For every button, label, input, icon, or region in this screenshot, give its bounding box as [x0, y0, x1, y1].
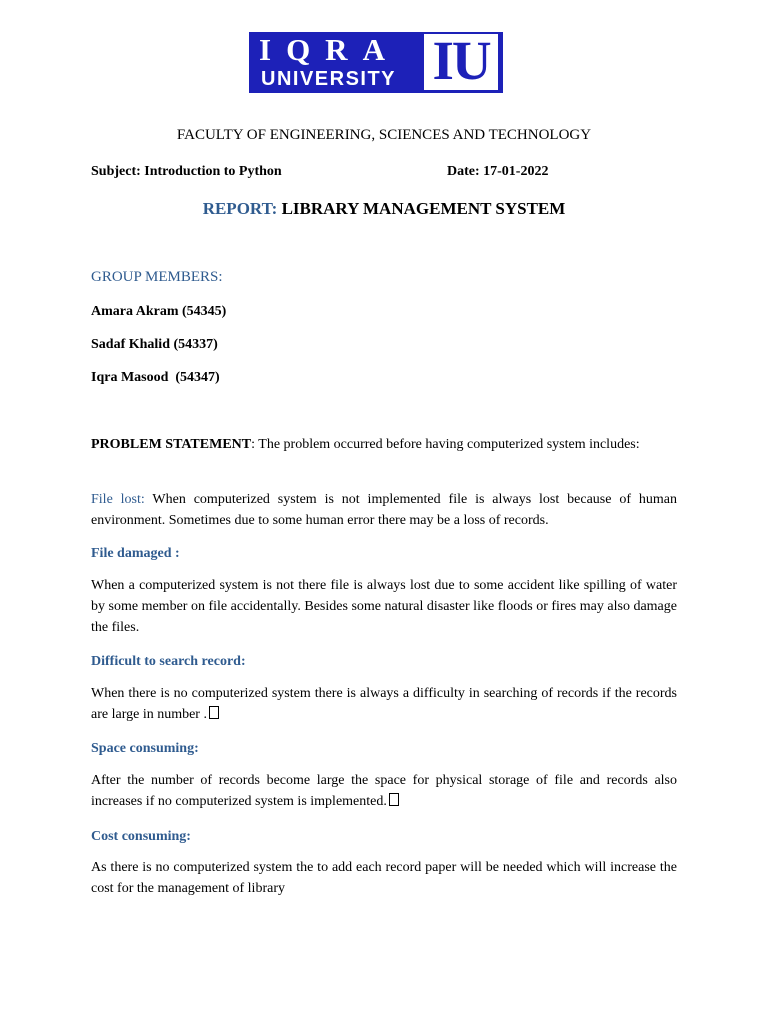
report-name: LIBRARY MANAGEMENT SYSTEM	[281, 199, 566, 218]
report-label: REPORT:	[202, 199, 278, 218]
file-damaged-heading: File damaged :	[91, 546, 180, 561]
logo-monogram: IU	[432, 32, 490, 91]
cost-consuming-heading: Cost consuming:	[91, 829, 191, 844]
file-damaged-text: When a computerized system is not there file is always lost due to some accident like spilling of water by some member on file accidentally. Besides some natural disaster like floods or fires may also damage the files.	[91, 578, 677, 635]
space-consuming-heading: Space consuming:	[91, 741, 199, 756]
problem-statement-label: PROBLEM STATEMENT	[91, 437, 252, 452]
cost-consuming-text: As there is no computerized system the to add each record paper will be needed which will increase the cost for the management of library	[91, 860, 677, 896]
difficult-search-heading: Difficult to search record:	[91, 654, 246, 669]
logo-word-iqra: IQRA	[259, 32, 400, 67]
difficult-search-text: When there is no computerized system there is always a difficulty in searching of records if the records are large in number .	[91, 686, 677, 722]
university-logo	[249, 32, 503, 93]
problem-statement-text: : The problem occurred before having computerized system includes:	[251, 437, 640, 452]
file-lost-paragraph	[91, 489, 677, 531]
missing-glyph-icon	[389, 793, 399, 806]
report-title	[0, 199, 768, 219]
member-item: Iqra Masood (54347)	[91, 370, 220, 385]
file-lost-label: File lost:	[91, 492, 145, 507]
logo-monogram-box	[424, 34, 498, 90]
file-lost-text: When computerized system is not implemented file is always lost because of human environment. Sometimes due to some human error there may be a loss of records.	[91, 492, 677, 528]
missing-glyph-icon	[209, 706, 219, 719]
member-item: Sadaf Khalid (54337)	[91, 337, 218, 352]
space-consuming-paragraph	[91, 770, 677, 812]
problem-statement	[91, 434, 677, 455]
faculty-title: FACULTY OF ENGINEERING, SCIENCES AND TECHNOLOGY	[176, 127, 592, 143]
difficult-search-paragraph	[91, 683, 677, 725]
subject-line: Subject: Introduction to Python	[91, 164, 282, 179]
member-item: Amara Akram (54345)	[91, 304, 227, 319]
group-members-heading: GROUP MEMBERS:	[91, 269, 223, 285]
date-line: Date: 17-01-2022	[447, 164, 549, 179]
logo-word-university: UNIVERSITY	[261, 68, 397, 90]
space-consuming-text: After the number of records become large the space for physical storage of file and records also increases if no computerized system is implemented.	[91, 773, 677, 809]
